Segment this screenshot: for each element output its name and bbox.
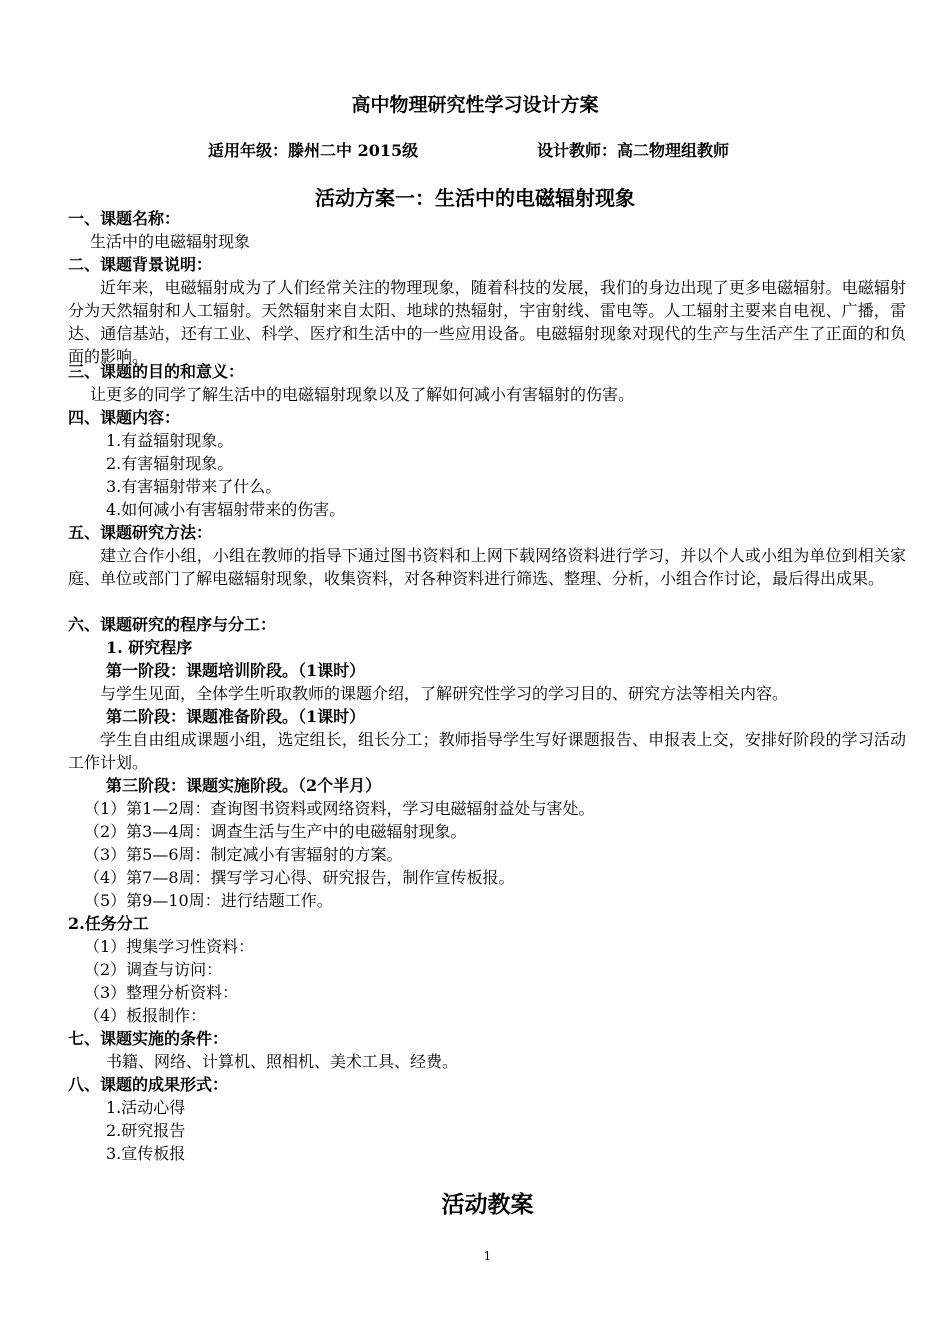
section-7-text: 书籍、网络、计算机、照相机、美术工具、经费。: [106, 1052, 459, 1071]
schedule-item: （1）第1—2周：查询图书资料或网络资料，学习电磁辐射益处与害处。: [84, 799, 595, 818]
section-1-text: 生活中的电磁辐射现象: [90, 232, 251, 251]
section-6-heading: 六、课题研究的程序与分工：: [68, 615, 277, 634]
lesson-plan-title: 活动教案: [441, 1191, 534, 1218]
task-division-subheading: 2.任务分工: [68, 914, 149, 933]
section-4-heading: 四、课题内容：: [68, 408, 181, 427]
schedule-item: （4）第7—8周：撰写学习心得、研究报告，制作宣传板报。: [84, 868, 515, 887]
section-8-heading: 八、课题的成果形式：: [68, 1075, 229, 1094]
section-7-heading: 七、课题实施的条件：: [68, 1029, 229, 1048]
stage-3-title: 第三阶段：课题实施阶段。（2个半月）: [106, 776, 382, 795]
stage-1-text: 与学生见面，全体学生听取教师的课题介绍，了解研究性学习的学习目的、研究方法等相关内容。: [100, 684, 789, 703]
section-3-heading: 三、课题的目的和意义：: [68, 362, 245, 381]
task-item: （1）搜集学习性资料：: [84, 937, 255, 956]
section-2-text: 近年来，电磁辐射成为了人们经常关注的物理现象，随着科技的发展，我们的身边出现了更多电磁辐射。电磁辐射分为天然辐射和人工辐射。天然辐射来自太阳、地球的热辐射，宇宙射线、雷电等。人工辐射主要来自电视、广播，雷达、通信基站，还有工业、科学、医疗和生活中的一些应用设备。电磁辐射现象对现代的生产与生活产生了正面的和负面的影响。: [68, 278, 906, 366]
outcome-item: 3.宣传板报: [106, 1144, 186, 1163]
page-number: 1: [483, 1249, 492, 1263]
section-3-text: 让更多的同学了解生活中的电磁辐射现象以及了解如何减小有害辐射的伤害。: [90, 385, 635, 404]
outcome-item: 2.研究报告: [106, 1121, 186, 1140]
stage-2-text: 学生自由组成课题小组，选定组长，组长分工；教师指导学生写好课题报告、申报表上交，安排好阶段的学习活动工作计划。: [68, 730, 906, 772]
section-5-text: 建立合作小组，小组在教师的指导下通过图书资料和上网下载网络资料进行学习，并以个人或小组为单位到相关家庭、单位或部门了解电磁辐射现象，收集资料，对各种资料进行筛选、整理、分析，小组合作讨论，最后得出成果。: [68, 546, 906, 588]
section-5-heading: 五、课题研究方法：: [68, 523, 213, 542]
content-item: 2.有害辐射现象。: [106, 454, 234, 473]
schedule-item: （3）第5—6周：制定减小有害辐射的方案。: [84, 845, 403, 864]
task-item: （4）板报制作：: [84, 1006, 207, 1025]
section-1-heading: 一、课题名称：: [68, 209, 181, 228]
plan-title: 活动方案一：生活中的电磁辐射现象: [315, 186, 635, 210]
content-item: 1.有益辐射现象。: [106, 431, 234, 450]
section-2-heading: 二、课题背景说明：: [68, 255, 213, 274]
schedule-item: （2）第3—4周：调查生活与生产中的电磁辐射现象。: [84, 822, 467, 841]
content-item: 4.如何减小有害辐射带来的伤害。: [106, 500, 346, 519]
content-item: 3.有害辐射带来了什么。: [106, 477, 282, 496]
document-title: 高中物理研究性学习设计方案: [351, 94, 599, 116]
procedure-subheading: 1. 研究程序: [106, 638, 193, 657]
outcome-item: 1.活动心得: [106, 1098, 186, 1117]
grade-info: 适用年级：滕州二中 2015级: [208, 141, 419, 160]
stage-2-title: 第二阶段：课题准备阶段。（1课时）: [106, 707, 366, 726]
schedule-item: （5）第9—10周：进行结题工作。: [84, 891, 333, 910]
stage-1-title: 第一阶段：课题培训阶段。（1课时）: [106, 661, 366, 680]
task-item: （2）调查与访问：: [84, 960, 223, 979]
teacher-info: 设计教师：高二物理组教师: [537, 141, 730, 160]
task-item: （3）整理分析资料：: [84, 983, 239, 1002]
